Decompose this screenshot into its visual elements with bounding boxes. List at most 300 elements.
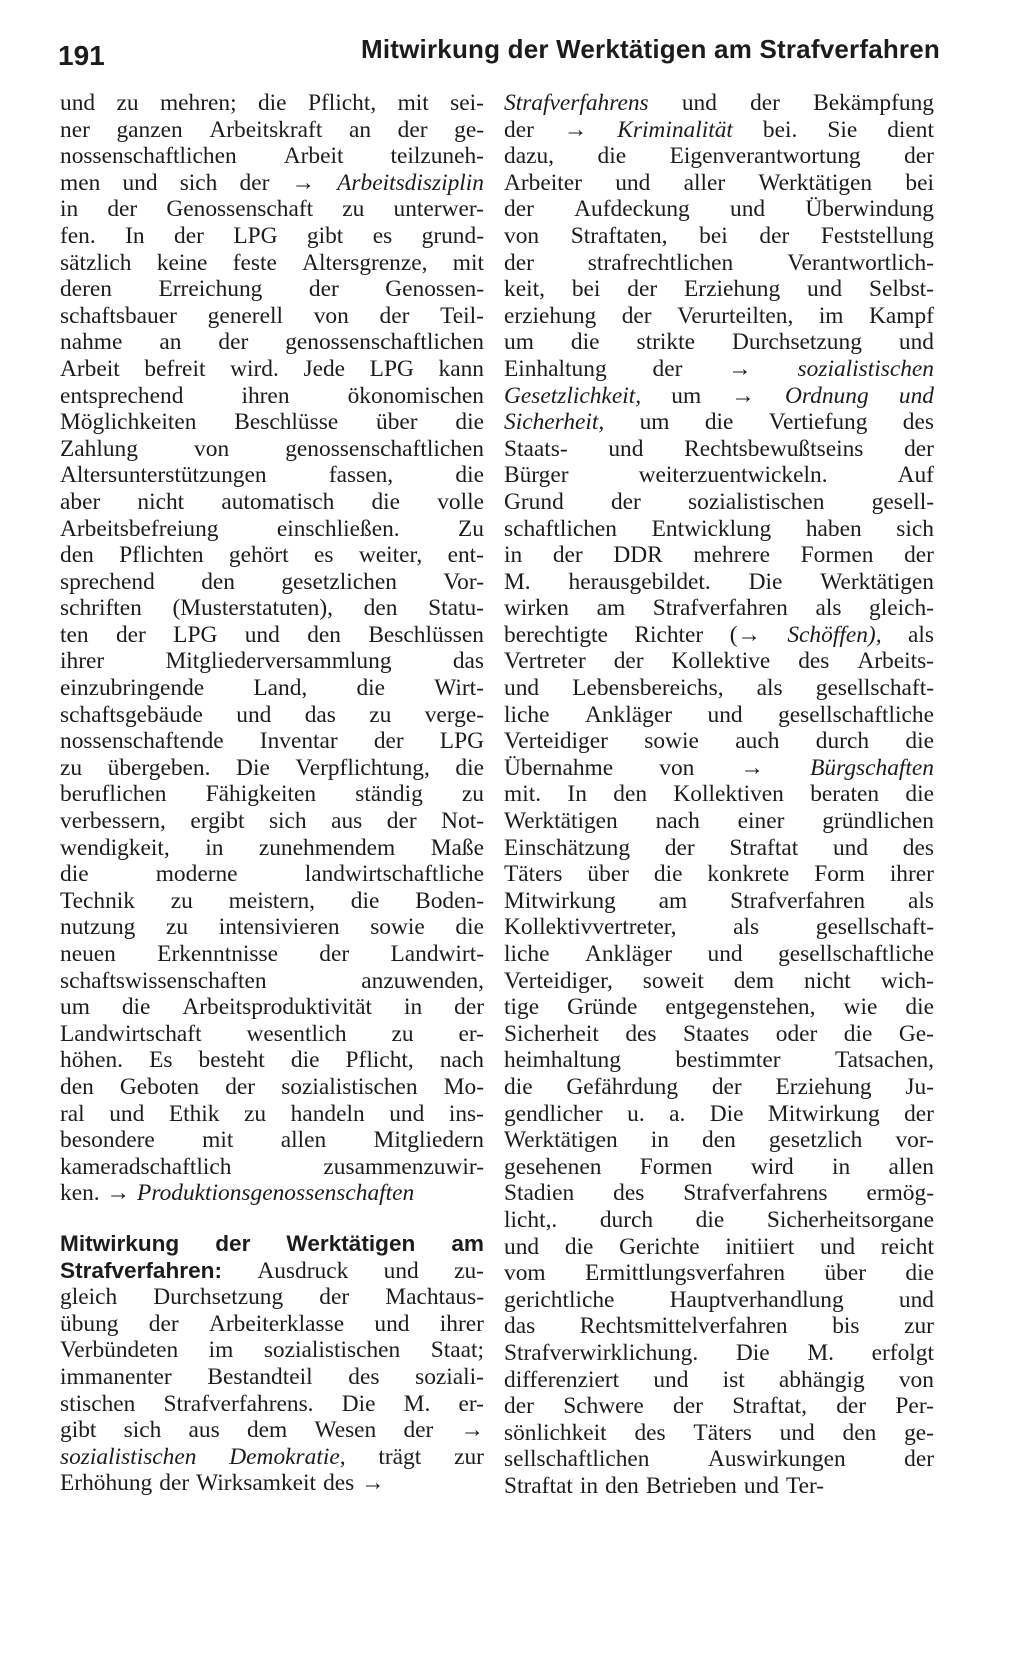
word: Verpflichtung,	[295, 754, 430, 781]
word: zu	[170, 887, 193, 914]
word: mehrere	[693, 542, 771, 569]
word: strikte	[636, 329, 695, 356]
word: sozialistischen	[688, 488, 825, 515]
word: schaftsbauer	[60, 302, 177, 329]
text-line	[504, 1180, 934, 1207]
word: Ankläger	[584, 941, 672, 967]
word: tige	[504, 994, 540, 1021]
word: Arbeitskraft	[209, 116, 323, 143]
word: und	[122, 169, 158, 196]
word: bei.	[762, 116, 798, 143]
text-line	[60, 1284, 484, 1311]
word: der	[621, 302, 652, 329]
word: Landwirt-	[390, 941, 484, 967]
text-line	[60, 808, 484, 835]
word: und	[504, 675, 540, 702]
word: in	[205, 834, 224, 861]
entry-separator	[60, 1207, 484, 1231]
text-line	[504, 1101, 934, 1128]
word: des	[634, 1419, 666, 1446]
word: Pflicht,	[345, 1047, 414, 1074]
word: der	[397, 116, 428, 143]
word: erfolgt	[871, 1339, 934, 1366]
word: auch	[735, 728, 780, 755]
word: der	[904, 143, 934, 170]
word: automatisch	[221, 488, 335, 515]
word: Ordnung	[785, 382, 869, 409]
page-header	[58, 34, 940, 84]
word: Übernahme	[504, 754, 614, 781]
word: sowie	[370, 914, 425, 941]
word: ins-	[448, 1100, 484, 1127]
word: die	[257, 90, 287, 116]
word: Ju-	[905, 1073, 934, 1100]
word: Werktätigen	[286, 1230, 416, 1256]
word: Ausdruck	[257, 1257, 349, 1284]
word: wie	[843, 994, 878, 1021]
word: gerichtliche	[504, 1286, 615, 1313]
word: Entwicklung	[651, 515, 772, 542]
text-line	[504, 542, 934, 569]
text-line	[504, 516, 934, 543]
text-line	[504, 1287, 934, 1314]
word: weiter,	[358, 542, 423, 569]
word: mehren;	[159, 90, 237, 116]
word: die	[290, 1047, 320, 1074]
word: In	[567, 781, 587, 808]
word: Kriminalität	[617, 116, 733, 143]
word: Die	[709, 1100, 744, 1127]
word: zu-	[454, 1257, 484, 1284]
word: einer	[737, 808, 785, 835]
text-line	[504, 1154, 934, 1181]
word: u.	[627, 1100, 645, 1127]
word: Werktätigen	[504, 808, 618, 835]
word: ist	[722, 1366, 745, 1393]
word: differenziert	[504, 1366, 620, 1393]
text-line	[504, 1473, 934, 1500]
word: dazu,	[504, 143, 555, 170]
text-column-right	[504, 90, 934, 1499]
word: ge-	[454, 116, 484, 143]
word: (Musterstatuten),	[172, 595, 333, 622]
word: der	[652, 355, 683, 382]
word: den	[60, 1073, 94, 1100]
text-line	[504, 1234, 934, 1261]
word: ral	[60, 1100, 85, 1127]
word: gründlichen	[822, 808, 934, 835]
word: Verurteilten,	[677, 302, 794, 329]
text-line	[60, 170, 484, 197]
word: abhängig	[778, 1366, 865, 1393]
word: es	[372, 222, 393, 249]
text-line	[504, 755, 934, 782]
word: Einschätzung	[504, 834, 631, 861]
word: als	[815, 595, 842, 622]
word: den	[702, 1127, 736, 1154]
word: Pflicht,	[307, 90, 377, 116]
cross-reference-arrow: →	[740, 754, 764, 781]
text-line	[60, 117, 484, 144]
word: In	[125, 222, 145, 249]
word: ihren	[241, 382, 290, 409]
cross-reference-arrow: →	[361, 1470, 385, 1497]
text-line	[504, 1021, 934, 1048]
word: der	[711, 1073, 742, 1100]
text-line	[60, 1180, 484, 1207]
word: beraten	[810, 781, 880, 808]
word: Kollektivvertreter,	[504, 914, 677, 941]
word: zu	[461, 781, 484, 808]
word: ge-	[904, 1419, 934, 1446]
word: verge-	[424, 701, 484, 728]
text-line	[60, 914, 484, 941]
text-line	[60, 1154, 484, 1181]
word: von	[659, 754, 695, 781]
word: handeln	[290, 1100, 365, 1127]
word: vom	[504, 1260, 546, 1287]
word: der	[239, 169, 270, 196]
word: und	[730, 196, 766, 223]
word: die	[653, 861, 683, 888]
word: men	[60, 169, 101, 196]
word: der	[750, 90, 780, 116]
word: ständig	[355, 781, 423, 808]
word: Straftat	[729, 834, 799, 861]
word: am	[596, 595, 626, 622]
word: gesetzlichen	[281, 568, 397, 595]
word: bestimmter	[675, 1047, 781, 1074]
word: wendigkeit,	[60, 834, 170, 861]
text-line	[504, 196, 934, 223]
word: Kollektiven	[673, 781, 784, 808]
word: und	[832, 834, 869, 861]
cross-reference-arrow: →	[563, 116, 588, 143]
word: Vertiefung	[768, 409, 868, 436]
word: des	[902, 409, 934, 436]
word: sich	[896, 515, 934, 542]
text-line	[60, 542, 484, 569]
word: des	[902, 834, 934, 861]
word: Genossen-	[385, 276, 484, 303]
word: LPG	[369, 355, 414, 382]
word: der	[610, 488, 641, 515]
word: zur	[904, 1313, 934, 1340]
word: übung	[60, 1310, 119, 1337]
word: gesehenen	[504, 1153, 602, 1180]
word: fassen,	[328, 462, 394, 489]
word: Es	[149, 1047, 173, 1074]
word: sozialistischen	[797, 355, 934, 382]
word: Hauptverhandlung	[669, 1286, 844, 1313]
word: verbessern,	[60, 808, 166, 835]
word: Erziehung	[775, 1073, 872, 1100]
word: keit,	[504, 276, 545, 303]
word: und	[807, 276, 843, 303]
word: landwirtschaftliche	[304, 861, 484, 888]
word: Arbeiter	[504, 169, 582, 196]
word: die	[570, 329, 600, 356]
word: kameradschaftlich	[60, 1153, 232, 1180]
word: der	[552, 542, 583, 569]
word: als	[733, 914, 760, 941]
word: befreit	[144, 355, 206, 382]
text-line	[60, 1074, 484, 1101]
word: Strafverfahren	[652, 595, 788, 622]
word: gibt	[306, 222, 344, 249]
word: der	[904, 1100, 934, 1127]
word: Sie	[827, 116, 858, 143]
word: deren	[60, 276, 112, 303]
word: konkrete	[707, 861, 790, 888]
word: Rechtsbewußtseins	[684, 435, 864, 462]
word: nossenschaftende	[60, 728, 224, 755]
text-line	[60, 143, 484, 170]
word: liche	[504, 941, 550, 967]
text-line	[504, 462, 934, 489]
word: der	[904, 1446, 934, 1473]
word: nahme	[60, 329, 123, 356]
word: die	[704, 409, 734, 436]
word: Ter-	[785, 1472, 825, 1499]
word: allen	[888, 1153, 934, 1180]
word: einzubringende	[60, 675, 205, 702]
word: schriften	[60, 595, 142, 622]
word: Auf	[897, 462, 934, 489]
word: fen.	[60, 222, 96, 249]
word: gendlicher	[504, 1100, 603, 1127]
word: Die	[735, 1339, 770, 1366]
text-line	[504, 595, 934, 622]
text-line	[504, 648, 934, 675]
word: und	[707, 701, 743, 728]
word: Feststellung	[820, 222, 934, 249]
word: an	[348, 116, 372, 143]
word: der	[504, 196, 534, 223]
cross-reference-arrow: →	[106, 1180, 131, 1207]
word: sei-	[450, 90, 484, 116]
text-line	[504, 250, 934, 277]
word: Gerichte	[619, 1233, 700, 1260]
word: die	[371, 488, 401, 515]
text-line	[60, 462, 484, 489]
word: Die	[236, 754, 270, 781]
text-line	[504, 1367, 934, 1394]
word: zu	[369, 701, 392, 728]
word: den	[60, 542, 94, 569]
word: Teil-	[440, 302, 484, 329]
text-line	[504, 914, 934, 941]
text-line	[504, 1313, 934, 1340]
text-line	[504, 170, 934, 197]
word: LPG	[233, 222, 278, 249]
word: von	[898, 1366, 934, 1393]
text-line	[60, 489, 484, 516]
word: Arbeits-	[857, 648, 934, 675]
word: die	[597, 143, 627, 170]
word: über	[824, 1260, 866, 1287]
text-line	[504, 356, 934, 383]
text-line	[60, 1101, 484, 1128]
text-line	[504, 383, 934, 410]
text-line	[60, 303, 484, 330]
word: zu	[342, 196, 365, 223]
word: Betrieben	[645, 1472, 737, 1499]
word: generell	[207, 302, 283, 329]
word: des	[348, 1363, 380, 1390]
text-line	[60, 1337, 484, 1364]
word: soziali-	[415, 1363, 484, 1390]
word: Bestandteil	[207, 1363, 313, 1390]
word: Bürgschaften	[810, 754, 934, 781]
text-line	[60, 569, 484, 596]
word: Mo-	[443, 1073, 484, 1100]
word: DDR	[613, 542, 663, 569]
word: Altersgrenze,	[302, 249, 428, 276]
word: Durchsetzung	[731, 329, 862, 356]
word: Sicherheitsorgane	[766, 1206, 934, 1233]
word: Mitwirkung	[767, 1100, 880, 1127]
word: und	[898, 329, 934, 356]
text-line	[60, 728, 484, 755]
text-line	[60, 516, 484, 543]
word: aus	[188, 1417, 220, 1444]
text-line	[504, 622, 934, 649]
text-line	[504, 781, 934, 808]
text-line	[60, 755, 484, 782]
word: Strafverfahren	[730, 887, 866, 914]
word: Stadien	[504, 1180, 575, 1207]
word: intensivieren	[218, 914, 340, 941]
word: Pflichten	[119, 542, 204, 569]
text-line	[504, 1207, 934, 1234]
word: die	[905, 781, 934, 808]
word: berechtigte	[504, 621, 608, 648]
word: Schwere	[563, 1393, 644, 1420]
word: bis	[832, 1313, 860, 1340]
word: die	[455, 409, 484, 436]
word: um	[671, 382, 702, 409]
text-line	[60, 1391, 484, 1418]
word: gesellschaft-	[815, 675, 934, 702]
word: durch	[815, 728, 870, 755]
text-line	[60, 1047, 484, 1074]
word: Werktätigen	[758, 169, 873, 196]
word: ihrer	[889, 861, 934, 888]
word: Statu-	[428, 595, 484, 622]
running-head: Mitwirkung der Werktätigen am Strafverfahren	[360, 34, 940, 64]
word: in	[579, 1472, 599, 1499]
word: Machtaus-	[385, 1284, 484, 1311]
text-line	[60, 276, 484, 303]
word: bei	[905, 169, 934, 196]
word: aber	[60, 488, 101, 515]
word: gesellschaft-	[815, 914, 934, 941]
word: Verteidiger	[504, 728, 608, 755]
word: sozialistischen	[263, 1337, 401, 1364]
text-line	[504, 489, 934, 516]
word: besteht	[198, 1047, 265, 1074]
text-line	[504, 276, 934, 303]
text-line	[504, 223, 934, 250]
word: die	[695, 1206, 725, 1233]
word: Landwirtschaft	[60, 1020, 202, 1047]
word: der	[218, 329, 249, 356]
text-line	[60, 223, 484, 250]
word: haben	[805, 515, 862, 542]
text-line	[504, 808, 934, 835]
word: von	[504, 222, 540, 249]
word: im	[208, 1337, 234, 1364]
word: vor-	[895, 1127, 934, 1154]
word: M.	[403, 1390, 431, 1417]
word: gesellschaftliche	[778, 941, 934, 967]
word: den	[363, 595, 398, 622]
text-line	[60, 1311, 484, 1338]
word: heimhaltung	[504, 1047, 621, 1074]
word: ergibt	[190, 808, 245, 835]
word: den	[613, 781, 648, 808]
word: Werktätigen	[820, 568, 934, 595]
word: nutzung	[60, 914, 136, 941]
word: Arbeiterklasse	[208, 1310, 345, 1337]
word: Einhaltung	[504, 355, 607, 382]
word: des	[613, 1180, 645, 1207]
word: gibt	[60, 1417, 97, 1444]
word: des	[625, 1020, 657, 1047]
word: Land,	[253, 675, 308, 702]
cross-reference-arrow: →	[291, 169, 315, 196]
text-line	[60, 90, 484, 117]
word: der	[904, 435, 934, 462]
text-line	[504, 143, 934, 170]
word: sowie	[644, 728, 699, 755]
word: zu	[166, 914, 189, 941]
word: Ethik	[168, 1100, 220, 1127]
word: mit	[452, 249, 484, 276]
word: das	[304, 701, 336, 728]
word: und	[898, 1286, 934, 1313]
word: Werktätigen	[504, 1127, 618, 1154]
word: nicht	[137, 488, 185, 515]
word: Gründe	[567, 994, 638, 1021]
word: weiterzuentwickeln.	[638, 462, 828, 489]
word: die	[564, 1233, 594, 1260]
text-line	[504, 329, 934, 356]
word: neuen	[60, 941, 116, 967]
word: Schöffen),	[787, 621, 882, 648]
word: der	[373, 728, 404, 755]
word: allen	[280, 1127, 327, 1154]
word: und	[898, 382, 934, 409]
word: Grund	[504, 488, 564, 515]
word: mit	[202, 1127, 234, 1154]
word: des	[798, 648, 830, 675]
word: und	[681, 90, 717, 116]
word: nach	[439, 1047, 484, 1074]
text-line	[504, 861, 934, 888]
word: Täters	[693, 1419, 752, 1446]
word: Überwindung	[805, 196, 934, 223]
word: Maße	[430, 834, 484, 861]
word: der	[319, 941, 350, 967]
word: Strafverfahrens	[504, 90, 649, 116]
word: gesell-	[871, 488, 934, 515]
word: schaftsgebäude	[60, 701, 203, 728]
word: Genossenschaft	[166, 196, 314, 223]
word: Beschlüsse	[234, 409, 339, 436]
word: die	[60, 861, 89, 888]
